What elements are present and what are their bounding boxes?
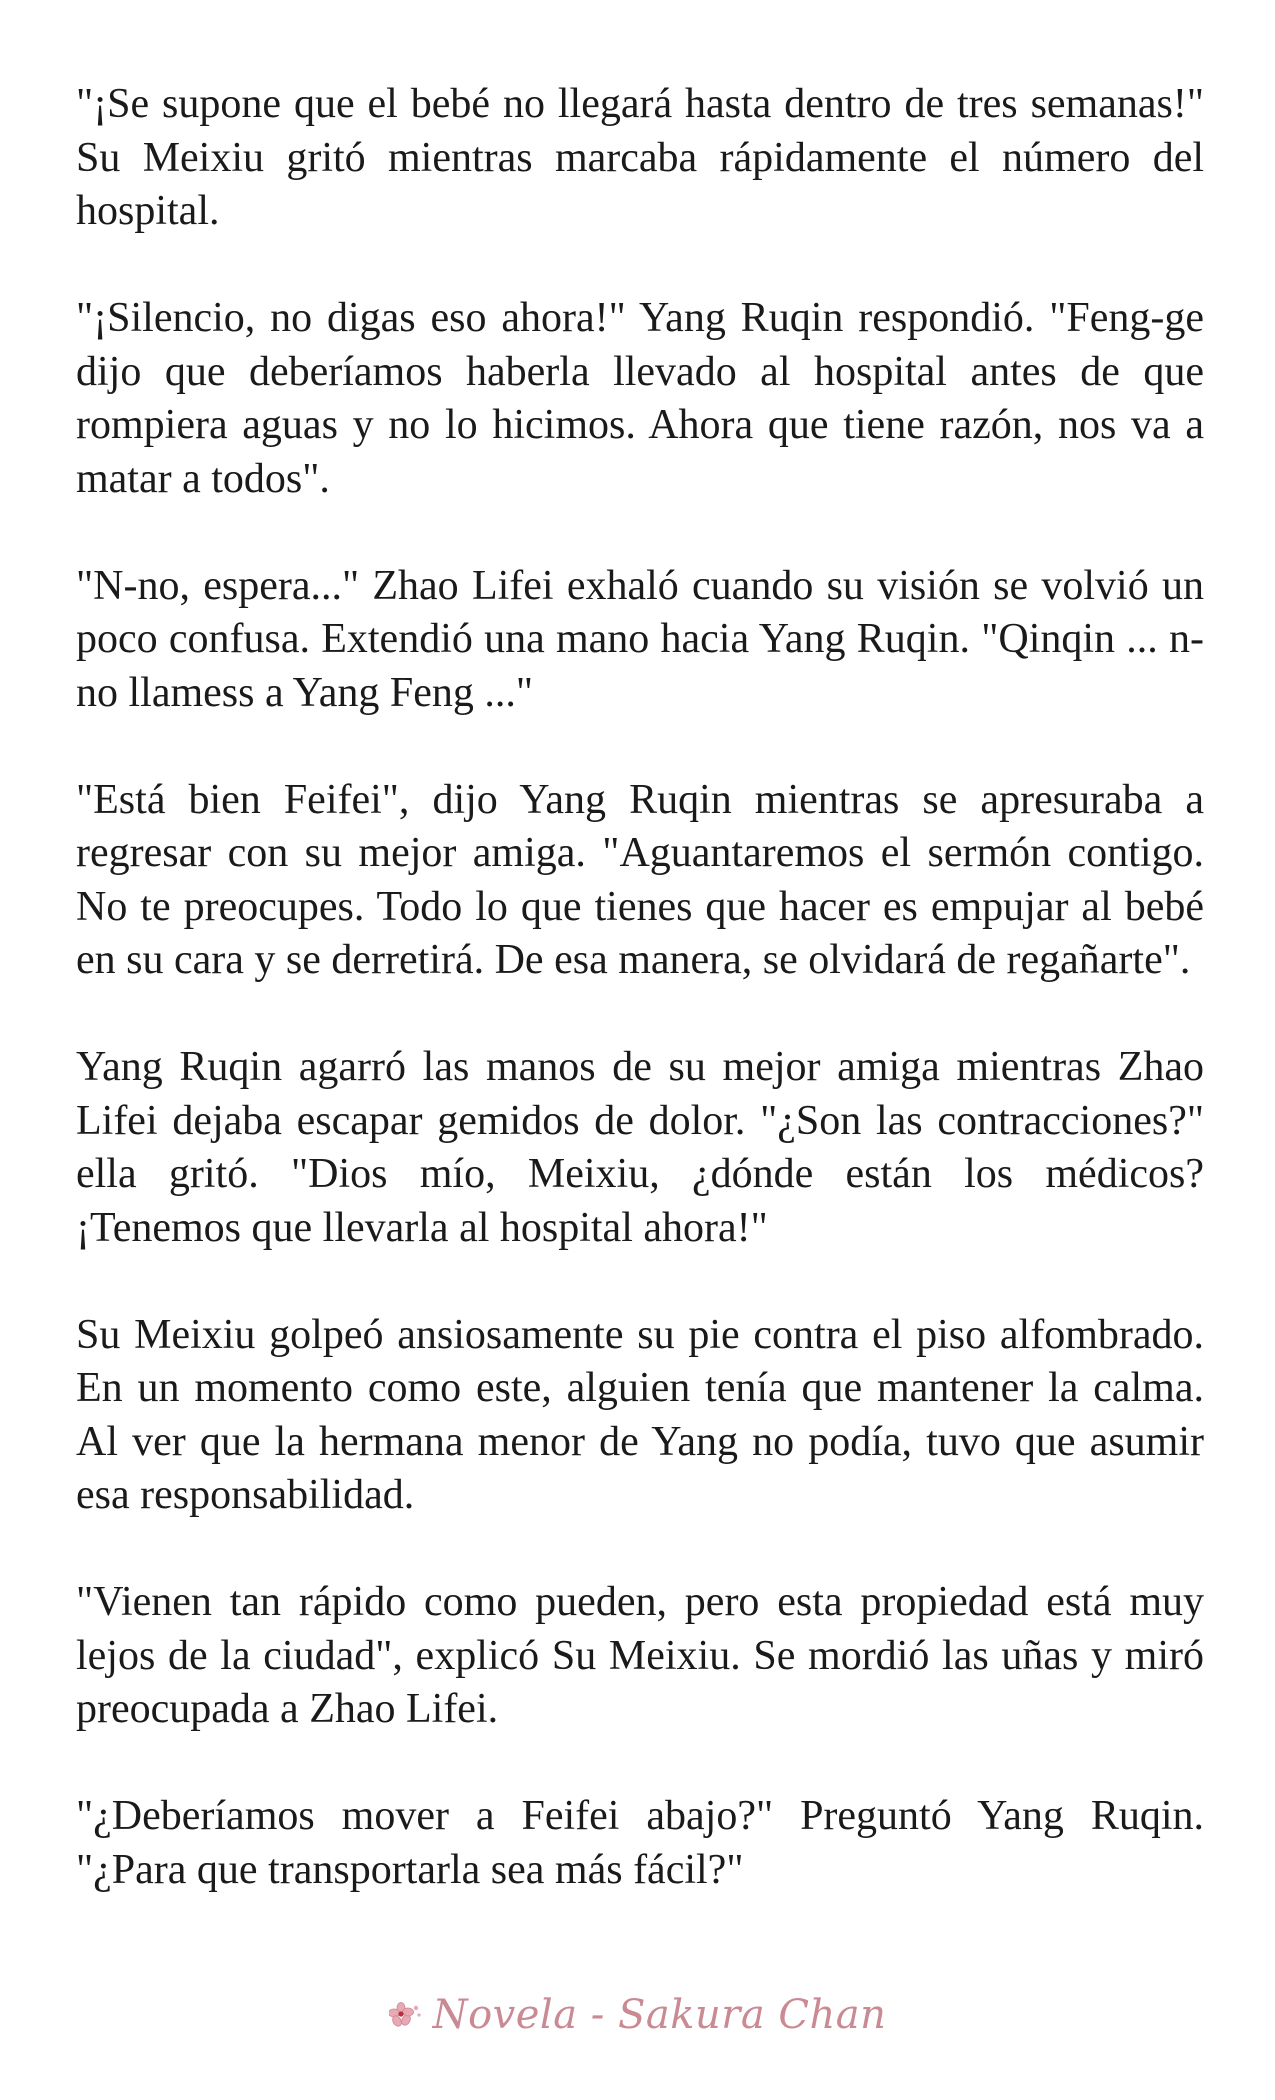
story-text [76, 78, 1204, 1951]
sakura-flower-icon [389, 2001, 423, 2029]
paragraph-5: Yang Ruqin agarró las manos de su mejor amiga mientras Zhao Lifei dejaba escapar gemidos de dolor. "¿Son las contracciones?" ella gritó. "Dios mío, Meixiu, ¿dónde están los médicos? ¡Tenemos que llevarla al hospital ahora!" [76, 1044, 1204, 1251]
paragraph-2: "¡Silencio, no digas eso ahora!" Yang Ruqin respondió. "Feng-ge dijo que deberíamos haberla llevado al hospital antes de que rompiera aguas y no lo hicimos. Ahora que tiene razón, nos va a matar a todos". [76, 295, 1204, 502]
watermark-text: Novela - Sakura Chan [432, 1992, 887, 2038]
paragraph-4: "Está bien Feifei", dijo Yang Ruqin mientras se apresuraba a regresar con su mejor amiga. "Aguantaremos el sermón contigo. No te preocupes. Todo lo que tienes que hacer es empujar al bebé en su cara y se derretirá. De esa manera, se olvidará de regañarte". [76, 776, 1204, 983]
paragraph-8: "¿Deberíamos mover a Feifei abajo?" Preguntó Yang Ruqin. "¿Para que transportarla sea más fácil?" [76, 1793, 1204, 1893]
paragraph-1: "¡Se supone que el bebé no llegará hasta dentro de tres semanas!" Su Meixiu gritó mientras marcaba rápidamente el número del hospital. [76, 81, 1204, 234]
paragraph-6: Su Meixiu golpeó ansiosamente su pie contra el piso alfombrado. En un momento como este, alguien tenía que mantener la calma. Al ver que la hermana menor de Yang no podía, tuvo que asumir esa responsabilidad. [76, 1311, 1204, 1518]
watermark [0, 1985, 1275, 2045]
paragraph-7: "Vienen tan rápido como pueden, pero esta propiedad está muy lejos de la ciudad", explicó Su Meixiu. Se mordió las uñas y miró preocupada a Zhao Lifei. [76, 1579, 1204, 1732]
paragraph-3: "N-no, espera..." Zhao Lifei exhaló cuando su visión se volvió un poco confusa. Extendió una mano hacia Yang Ruqin. "Qinqin ... n-no llamess a Yang Feng ..." [76, 562, 1204, 716]
